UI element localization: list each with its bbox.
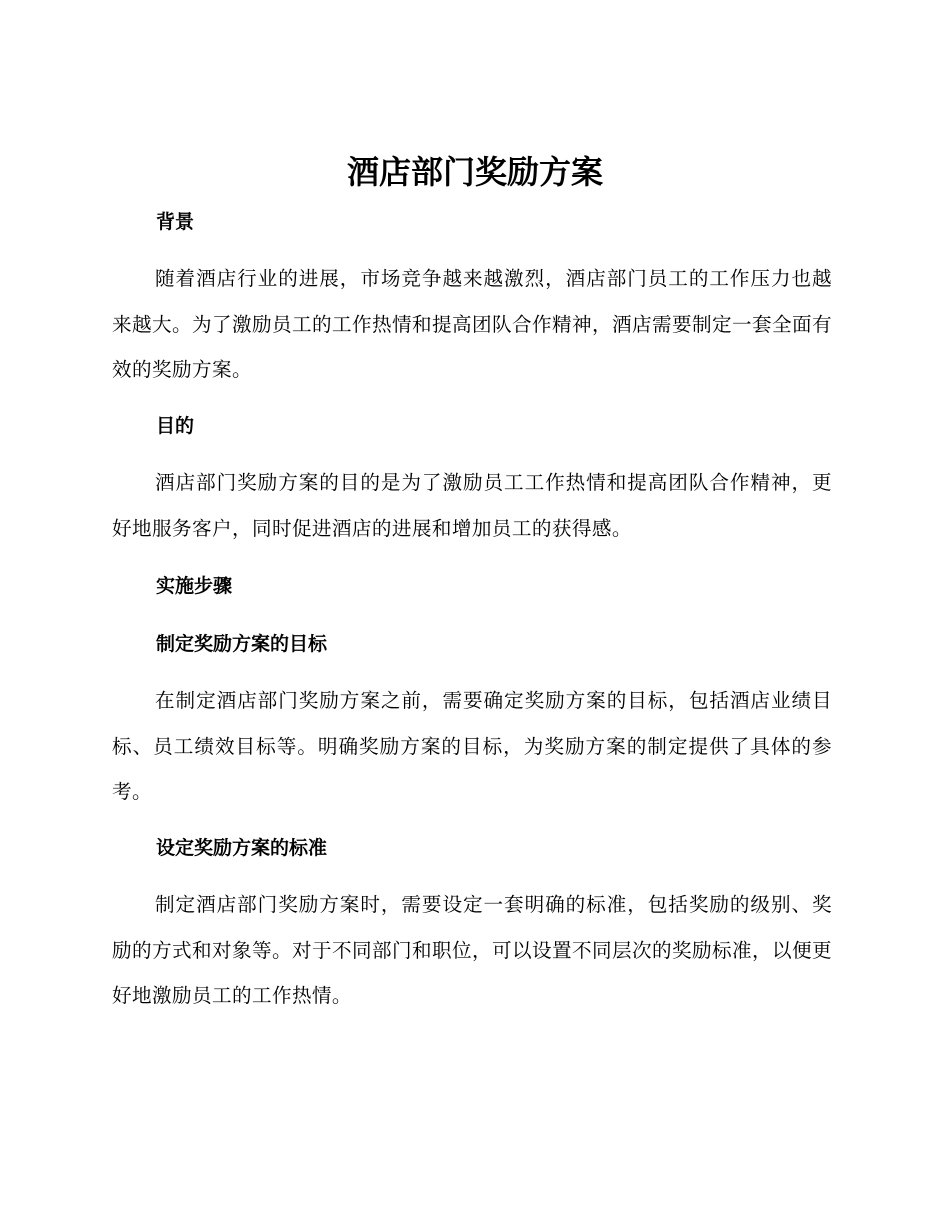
- section-heading-define-goals: 制定奖励方案的目标: [156, 633, 328, 655]
- section-heading-background: 背景: [156, 211, 195, 233]
- document-title: 酒店部门奖励方案: [346, 153, 603, 191]
- section-paragraph-background: 随着酒店行业的进展，市场竞争越来越激烈，酒店部门员工的工作压力也越来越大。为了激励员工的工作热情和提高团队合作精神，酒店需要制定一套全面有效的奖励方案。: [112, 267, 832, 381]
- section-paragraph-define-goals: 在制定酒店部门奖励方案之前，需要确定奖励方案的目标，包括酒店业绩目标、员工绩效目标等。明确奖励方案的目标，为奖励方案的制定提供了具体的参考。: [112, 689, 832, 803]
- section-heading-implementation-steps: 实施步骤: [156, 575, 233, 597]
- section-paragraph-purpose: 酒店部门奖励方案的目的是为了激励员工工作热情和提高团队合作精神，更好地服务客户，同时促进酒店的进展和增加员工的获得感。: [112, 471, 832, 540]
- section-heading-set-standards: 设定奖励方案的标准: [156, 837, 328, 859]
- section-paragraph-set-standards: 制定酒店部门奖励方案时，需要设定一套明确的标准，包括奖励的级别、奖励的方式和对象等。对于不同部门和职位，可以设置不同层次的奖励标准，以便更好地激励员工的工作热情。: [112, 893, 832, 1007]
- section-heading-purpose: 目的: [156, 415, 195, 437]
